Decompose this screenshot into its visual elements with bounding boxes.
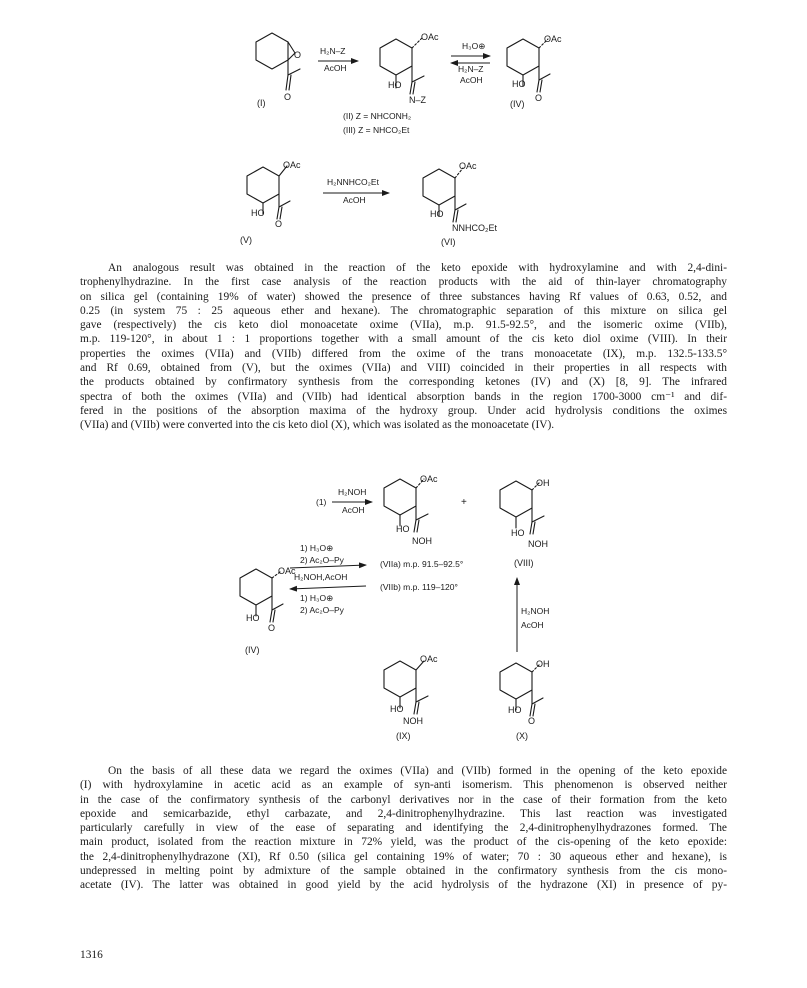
oac-label: OAc [278,566,296,576]
paragraph-line: 0.25 (in system 75 : 25 aqueous ether and hexane). The chromatographic separation of this mixture on silica gel [80,304,727,317]
scheme-1 [240,32,562,247]
paragraph-line: epoxide and semicarbazide, ethyl carbazate, and 2,4-dinitrophenylhydrazine. This last reaction was investigated [80,807,727,820]
noh-label: NOH [412,536,432,546]
paragraph-line: An analogous result was obtained in the reaction of the keto epoxide with hydroxylamine and with 2,4-dini- [108,262,727,274]
vertical-reagent-top: H₂NOH [521,606,550,616]
scheme-2 [240,474,550,741]
reaction-conditions-left [290,543,463,615]
paragraph-line: On the basis of all these data we regard the oximes (VIIa) and (VIIb) formed in the opening of the keto epoxide [108,765,727,777]
ho-label: HO [430,209,444,219]
paragraph-line: particularly carefully in view of the ease of separating and identifying the 2,4-dinitrophenylhydrazones formed. The [80,822,727,835]
reaction-arrow-3 [323,177,389,205]
paragraph-line: and Rf 0.69, obtained from (V), but the oximes (VIIa) and VIII) coincided in their properties in all respects with [80,362,727,375]
noh-label: NOH [403,716,423,726]
reagent3-top: H₂NNHCO₂Et [327,177,379,187]
structure-hydrazone-II-III [343,32,439,135]
paragraph-2 [80,764,727,893]
compound-label-I: (I) [257,98,266,108]
structure-oxime-VII [384,474,438,546]
plus-sign: + [461,497,467,508]
paragraph-line: the products obtained by confirmatory synthesis from the corresponding ketones (IV) and (X) [8, 9]. The infrared [80,376,727,389]
oac-label: OAc [421,32,439,42]
paragraph-line: fered in the positions of the absorption maxima of the hydroxy group. Under acid hydrolysis conditions the oximes [80,404,727,417]
reagent3-bottom: AcOH [343,195,366,205]
reagent2-mid: H₂N–Z [458,64,484,74]
keto-o-label: O [528,716,536,726]
ho-label: HO [388,80,402,90]
paragraph-line: acetate (IV). The latter was obtained in good yield by the acid hydrolysis of the hydrazone (XI) in presence of py- [80,879,727,892]
n-z-label: N–Z [409,95,427,105]
oac-label: OAc [459,161,477,171]
compound-label-IV: (IV) [245,645,260,655]
ho-label: HO [396,524,410,534]
oac-label: OAc [544,34,562,44]
keto-o-label: O [535,93,543,103]
keto-o-label: O [268,623,276,633]
compound-label-IV: (IV) [510,99,525,109]
oxime-VIIb-label: (VIIb) m.p. 119–120° [380,582,458,592]
z-definition-III: (III) Z = NHCO₂Et [343,125,410,135]
paragraph-line: main product, isolated from the reaction mixture in 72% yield, was the product of the cis-opening of the keto epoxide: [80,836,727,849]
nnhco2et-label: NNHCO₂Et [452,223,497,233]
paragraph-line: on silica gel (containing 19% of water) showed the presence of three substances having Rf values of 0.63, 0.52, and [80,290,727,303]
reverse-reagent: H₂NOH,AcOH [294,572,348,582]
oac-label: OAc [283,160,301,170]
structure-hydrazone-VI [423,161,497,247]
paragraph-line: in the case of the confirmatory synthesis of the carbonyl derivatives nor in the case of their formation from the keto [80,793,727,806]
oh-label: OH [536,478,550,488]
step1-number: (1) [316,497,327,507]
acylation-step-b2: 2) Ac₂O–Py [300,605,344,615]
structure-diol-oxime-VIII [500,478,550,568]
page-number: 1316 [80,949,103,961]
noh-label: NOH [528,539,548,549]
compound-label-V: (V) [240,235,252,245]
paragraph-line: the 2,4-dinitrophenylhydrazone (XI), Rf 0.50 (silica gel containing 19% of water; 70 : 30 aqueous ether and hexane), is [80,850,727,863]
hydrolysis-step-b1: 1) H₃O⊕ [300,593,334,603]
structure-keto-diol-X [500,659,550,741]
oh-label: OH [536,659,550,669]
reaction-arrow-2 [451,41,490,85]
reaction-arrow-vertical [517,578,549,652]
compound-label-VI: (VI) [441,237,456,247]
reagent2-bottom: AcOH [460,75,483,85]
paragraph-line: trophenylhydrazine. In the first case analysis of the reaction products with the aid of thin-layer chromatography [80,276,727,289]
paragraph-line: (I) with hydroxylamine in acetic acid as an example of syn-anti isomerism. This phenomenon is observed neither [80,779,727,792]
structure-trans-monoacetate-V [240,160,301,245]
reaction-arrow-1 [318,46,358,73]
keto-o-label: O [275,219,283,229]
structure-monoacetate-IV-left [240,566,296,655]
reagent2-top: H₃O⊕ [462,41,486,51]
paragraph-1 [80,261,727,433]
paragraph-line: gave (respectively) the cis keto diol monoacetate oxime (VIIa), m.p. 91.5-92.5°, and the isomeric oxime (VIIb), [80,319,727,332]
ho-label: HO [511,528,525,538]
reaction-arrow-step1 [316,487,372,515]
paragraph-line: properties the oximes (VIIa) and (VIIb) differed from the oxime of the trans monoacetate (IX), m.p. 132.5-133.5° [80,347,727,360]
z-definition-II: (II) Z = NHCONH₂ [343,111,412,121]
ho-label: HO [390,704,404,714]
paragraph-line: (VIIa) and (VIIb) were converted into the cis keto diol (X), which was isolated as the monoacetate (IV). [80,419,555,432]
ho-label: HO [512,79,526,89]
oxime-VIIa-label: (VIIa) m.p. 91.5–92.5° [380,559,464,569]
step1-top: H₂NOH [338,487,367,497]
paragraph-line: m.p. 119-120°, in about 1 : 1 proportions together with a small amount of the cis keto diol oxime (VIII). In their [80,333,727,346]
hydrolysis-step-1: 1) H₃O⊕ [300,543,334,553]
structure-trans-oxime-IX [384,654,438,741]
ho-label: HO [246,613,260,623]
paragraph-line: spectra of both the oximes (VIIa) and (VIIb) had identical absorption bands in the region 1700-3000 cm⁻¹ and dif- [80,390,727,403]
keto-o-label: O [284,92,292,102]
reagent1-bottom: AcOH [324,63,347,73]
epoxide-o-label: O [294,50,302,60]
structure-monoacetate-IV [507,34,562,109]
oac-label: OAc [420,474,438,484]
oac-label: OAc [420,654,438,664]
reagent1-top: H₂N–Z [320,46,346,56]
compound-label-X: (X) [516,731,528,741]
ho-label: HO [251,208,265,218]
vertical-reagent-bottom: AcOH [521,620,544,630]
acylation-step-2: 2) Ac₂O–Py [300,555,344,565]
structure-keto-epoxide-I [256,33,301,108]
step1-bottom: AcOH [342,505,365,515]
ho-label: HO [508,705,522,715]
paragraph-line: undepressed in melting point by admixture of the sample obtained in the confirmatory synthesis from the cis mono- [80,865,727,878]
compound-label-IX: (IX) [396,731,411,741]
compound-label-VIII: (VIII) [514,558,534,568]
